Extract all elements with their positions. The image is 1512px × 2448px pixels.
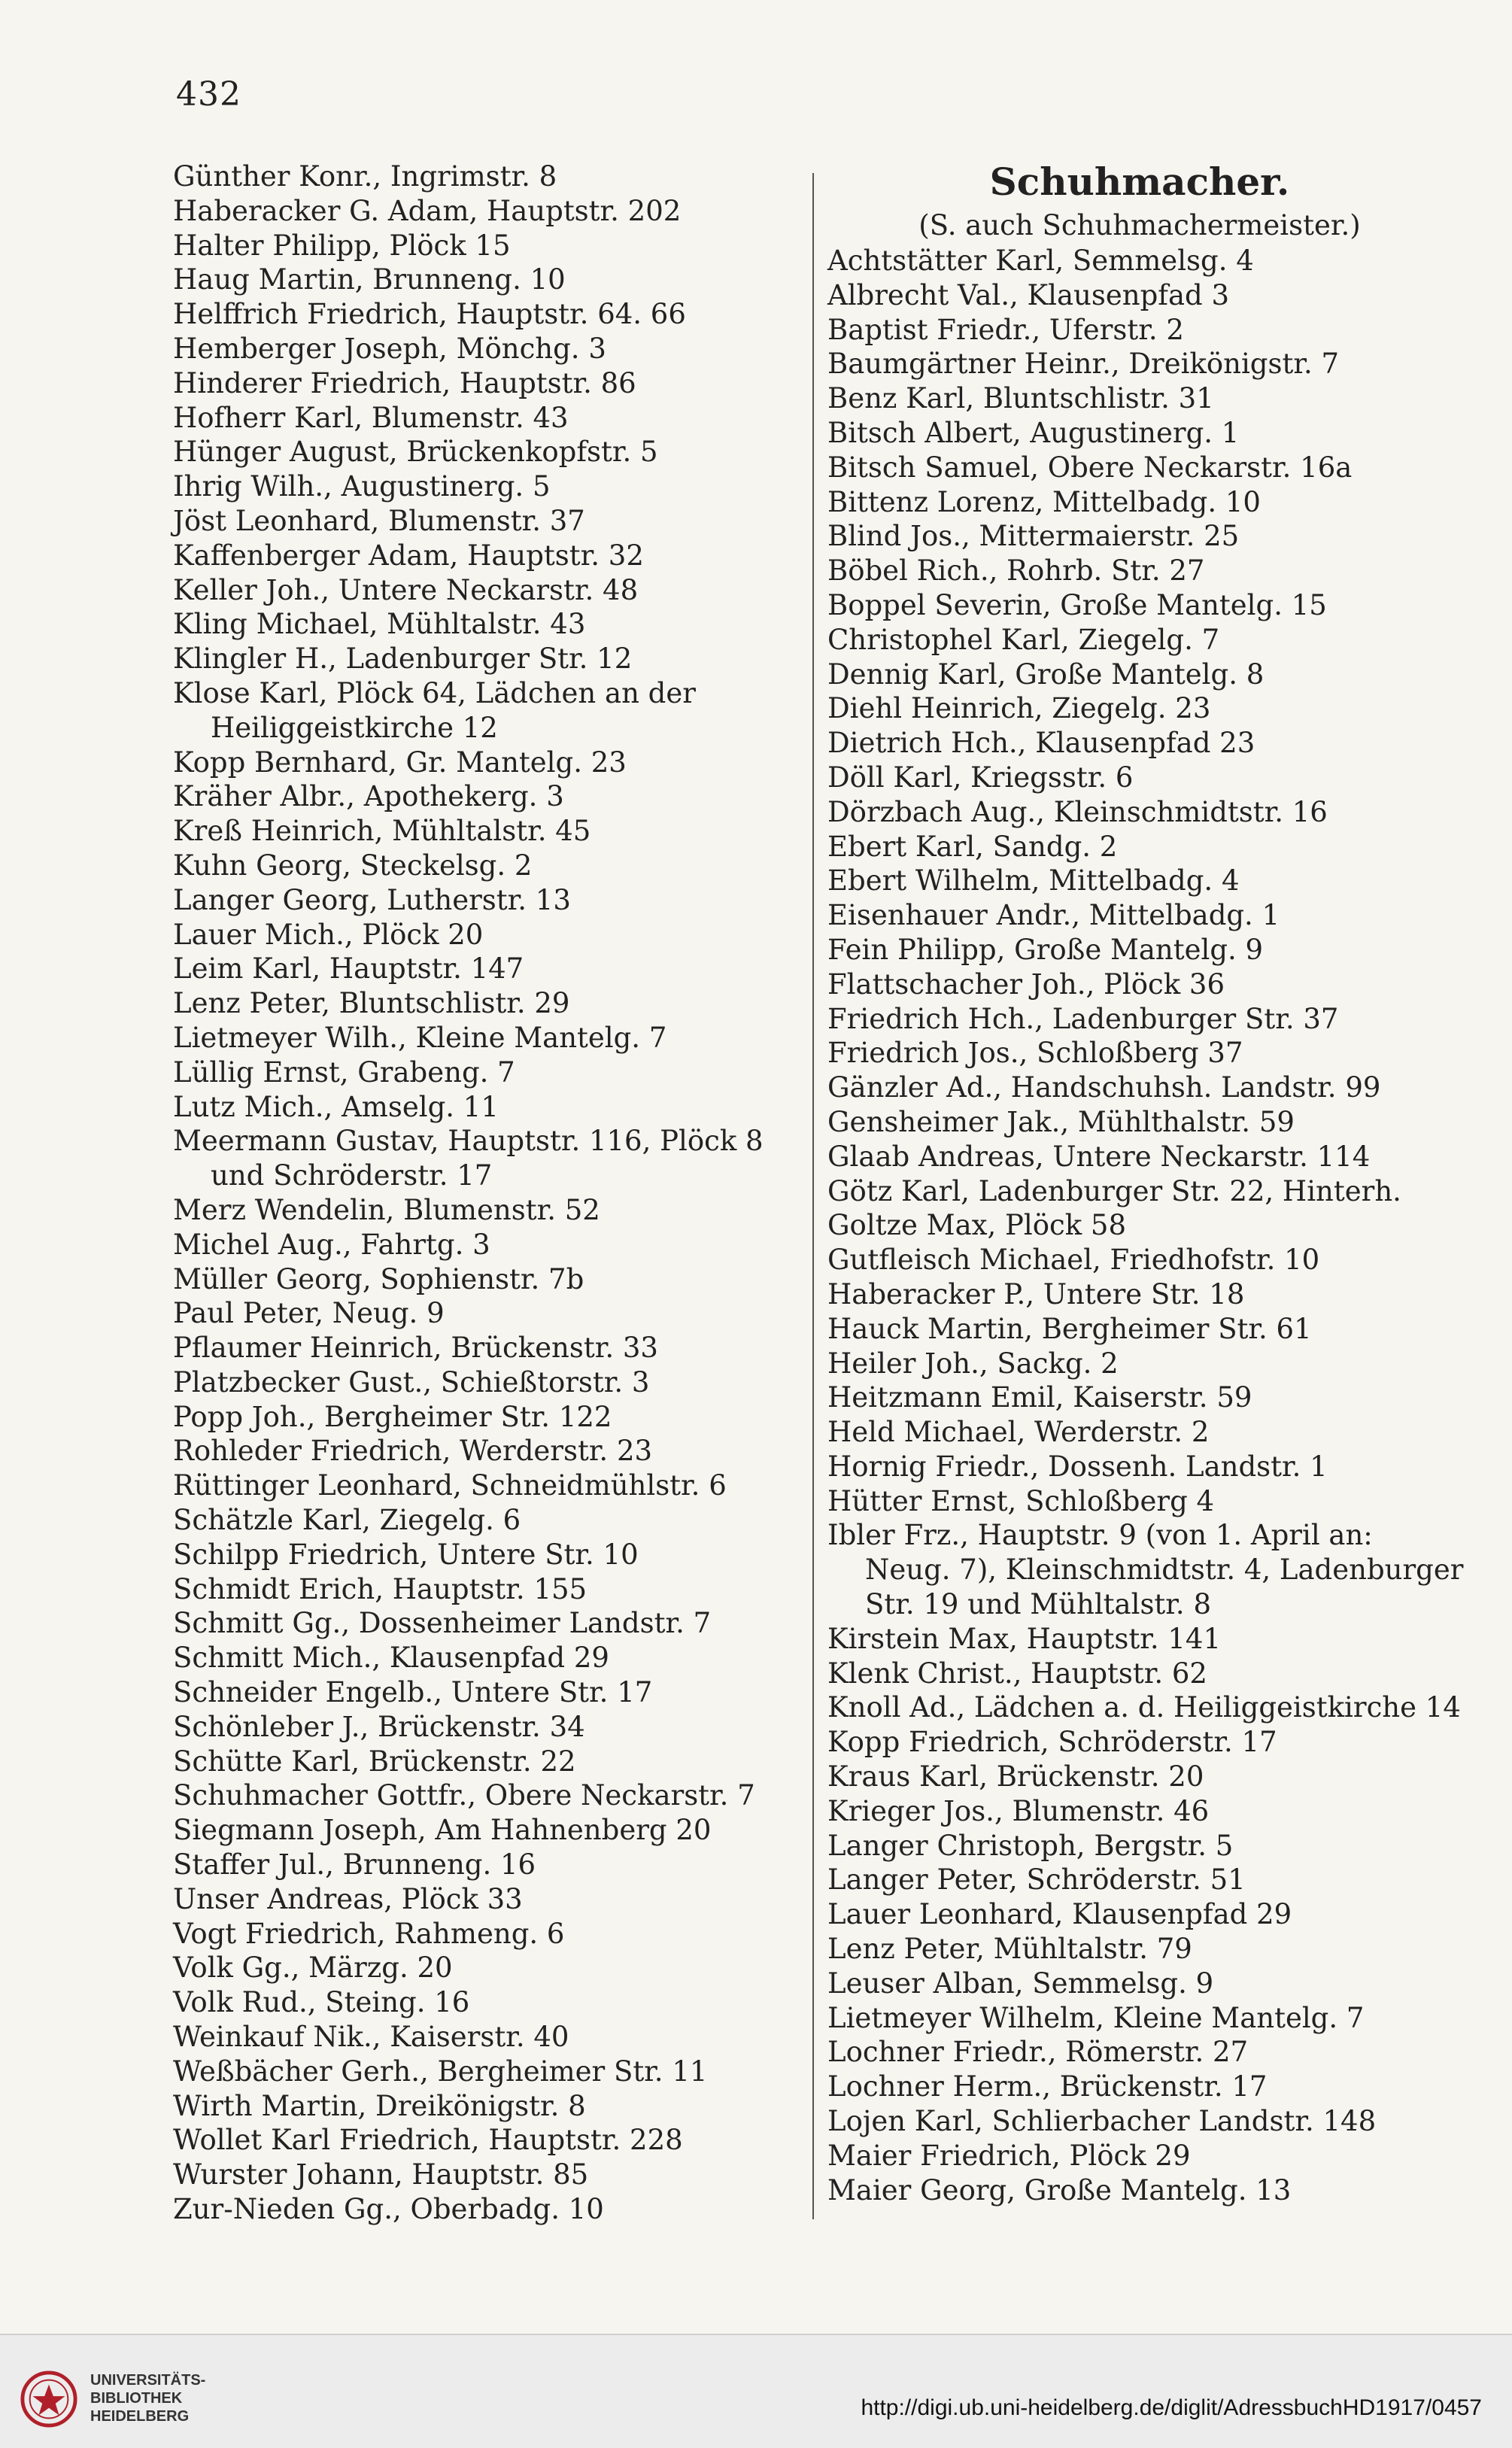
directory-entry: Hinderer Friedrich, Hauptstr. 86 — [173, 366, 636, 399]
directory-entry: Günther Konr., Ingrimstr. 8 — [173, 160, 557, 193]
directory-entry: Kraus Karl, Brückenstr. 20 — [827, 1760, 1204, 1793]
directory-entry: Albrecht Val., Klausenpfad 3 — [827, 278, 1230, 311]
right-column — [827, 159, 1464, 2207]
directory-entry: Dietrich Hch., Klausenpfad 23 — [827, 727, 1255, 760]
directory-entry: Leim Karl, Hauptstr. 147 — [173, 952, 524, 986]
directory-entry: Müller Georg, Sophienstr. 7b — [173, 1262, 584, 1295]
directory-entry: Jöst Leonhard, Blumenstr. 37 — [173, 504, 585, 537]
directory-entry: Lochner Herm., Brückenstr. 17 — [827, 2070, 1268, 2103]
directory-entry: Rüttinger Leonhard, Schneidmühlstr. 6 — [173, 1469, 727, 1502]
directory-entry: Schneider Engelb., Untere Str. 17 — [173, 1676, 653, 1709]
directory-entry: Volk Rud., Steing. 16 — [173, 1986, 470, 2019]
directory-entry: Friedrich Jos., Schloßberg 37 — [827, 1037, 1243, 1070]
directory-entry: Lojen Karl, Schlierbacher Landstr. 148 — [827, 2105, 1377, 2138]
directory-entry: Heitzmann Emil, Kaiserstr. 59 — [827, 1381, 1252, 1414]
directory-entry: Kopp Friedrich, Schröderstr. 17 — [827, 1726, 1277, 1759]
directory-entry: Bitsch Samuel, Obere Neckarstr. 16a — [827, 451, 1353, 484]
directory-entry: Lietmeyer Wilhelm, Kleine Mantelg. 7 — [827, 2001, 1365, 2034]
directory-entry: Haberacker P., Untere Str. 18 — [827, 1277, 1245, 1311]
directory-entry: Hauck Martin, Bergheimer Str. 61 — [827, 1312, 1312, 1345]
directory-entry: Diehl Heinrich, Ziegelg. 23 — [827, 692, 1211, 725]
directory-entry: Flattschacher Joh., Plöck 36 — [827, 967, 1225, 1001]
directory-entry: Maier Friedrich, Plöck 29 — [827, 2139, 1191, 2172]
directory-entry: Schmidt Erich, Hauptstr. 155 — [173, 1572, 587, 1605]
directory-entry: Halter Philipp, Plöck 15 — [173, 229, 511, 262]
directory-entry: Platzbecker Gust., Schießtorstr. 3 — [173, 1365, 650, 1399]
directory-entry-continuation: und Schröderstr. 17 — [211, 1159, 493, 1192]
directory-entry: Wurster Johann, Hauptstr. 85 — [173, 2158, 589, 2191]
directory-entry: Meermann Gustav, Hauptstr. 116, Plöck 8 — [173, 1125, 764, 1158]
directory-entry: Schmitt Mich., Klausenpfad 29 — [173, 1642, 609, 1675]
column-divider — [812, 173, 814, 2219]
directory-entry: Dörzbach Aug., Kleinschmidtstr. 16 — [827, 795, 1328, 828]
directory-entry: Döll Karl, Kriegsstr. 6 — [827, 761, 1134, 794]
directory-entry: Blind Jos., Mittermaierstr. 25 — [827, 520, 1240, 553]
directory-entry: Paul Peter, Neug. 9 — [173, 1297, 445, 1330]
directory-entry: Schmitt Gg., Dossenheimer Landstr. 7 — [173, 1607, 712, 1640]
directory-entry: Knoll Ad., Lädchen a. d. Heiliggeistkirche 14 — [827, 1691, 1461, 1724]
library-name-line: HEIDELBERG — [90, 2408, 190, 2425]
directory-entry: Klenk Christ., Hauptstr. 62 — [827, 1657, 1207, 1690]
directory-entry: Klingler H., Ladenburger Str. 12 — [173, 642, 633, 676]
directory-entry: Schönleber J., Brückenstr. 34 — [173, 1710, 585, 1743]
directory-entry: Rohleder Friedrich, Werderstr. 23 — [173, 1435, 653, 1468]
directory-entry: Eisenhauer Andr., Mittelbadg. 1 — [827, 899, 1280, 932]
directory-entry: Baumgärtner Heinr., Dreikönigstr. 7 — [827, 348, 1340, 381]
directory-entry: Hütter Ernst, Schloßberg 4 — [827, 1484, 1215, 1517]
directory-entry: Baptist Friedr., Uferstr. 2 — [827, 313, 1184, 346]
directory-entry: Weßbächer Gerh., Bergheimer Str. 11 — [173, 2055, 708, 2088]
directory-entry: Dennig Karl, Große Mantelg. 8 — [827, 658, 1265, 691]
directory-entry: Haberacker G. Adam, Hauptstr. 202 — [173, 194, 682, 227]
directory-entry: Ebert Karl, Sandg. 2 — [827, 830, 1118, 863]
directory-entry: Lenz Peter, Mühltalstr. 79 — [827, 1933, 1192, 1966]
directory-entry: Siegmann Joseph, Am Hahnenberg 20 — [173, 1814, 712, 1847]
directory-entry: Ibler Frz., Hauptstr. 9 (von 1. April an: — [827, 1519, 1373, 1552]
directory-entry: Maier Georg, Große Mantelg. 13 — [827, 2173, 1292, 2207]
directory-entry: Langer Peter, Schröderstr. 51 — [827, 1863, 1246, 1897]
directory-entry: Staffer Jul., Brunneng. 16 — [173, 1848, 536, 1882]
directory-entry: Schätzle Karl, Ziegelg. 6 — [173, 1504, 521, 1537]
library-name-line: UNIVERSITÄTS- — [90, 2372, 206, 2389]
directory-entry: Boppel Severin, Große Mantelg. 15 — [827, 588, 1327, 621]
directory-entry: Klose Karl, Plöck 64, Lädchen an der — [173, 676, 696, 709]
directory-entry: Kopp Bernhard, Gr. Mantelg. 23 — [173, 746, 627, 779]
directory-entry: Lutz Mich., Amselg. 11 — [173, 1090, 499, 1123]
directory-entry: Schilpp Friedrich, Untere Str. 10 — [173, 1538, 639, 1571]
directory-entry: Michel Aug., Fahrtg. 3 — [173, 1228, 490, 1261]
section-title: Schuhmacher. — [989, 159, 1290, 204]
directory-entry: Lietmeyer Wilh., Kleine Mantelg. 7 — [173, 1021, 667, 1054]
directory-entry: Hornig Friedr., Dossenh. Landstr. 1 — [827, 1450, 1328, 1483]
directory-entry: Böbel Rich., Rohrb. Str. 27 — [827, 554, 1205, 588]
directory-entry: Krieger Jos., Blumenstr. 46 — [827, 1794, 1210, 1827]
directory-entry: Popp Joh., Bergheimer Str. 122 — [173, 1400, 612, 1433]
directory-entry: Lüllig Ernst, Grabeng. 7 — [173, 1055, 515, 1089]
directory-entry-continuation: Str. 19 und Mühltalstr. 8 — [865, 1588, 1211, 1621]
directory-entry: Wollet Karl Friedrich, Hauptstr. 228 — [173, 2124, 683, 2157]
directory-entry: Fein Philipp, Große Mantelg. 9 — [827, 933, 1264, 966]
directory-entry: Leuser Alban, Semmelsg. 9 — [827, 1967, 1214, 2000]
directory-entry: Zur-Nieden Gg., Oberbadg. 10 — [173, 2193, 604, 2226]
directory-entry: Pflaumer Heinrich, Brückenstr. 33 — [173, 1332, 658, 1365]
directory-entry: Merz Wendelin, Blumenstr. 52 — [173, 1193, 600, 1226]
directory-entry: Kling Michael, Mühltalstr. 43 — [173, 608, 586, 641]
section-subtitle: (S. auch Schuhmachermeister.) — [918, 209, 1361, 241]
directory-entry: Kaffenberger Adam, Hauptstr. 32 — [173, 539, 644, 572]
directory-entry: Benz Karl, Bluntschlistr. 31 — [827, 382, 1214, 415]
footer-bar — [0, 2334, 1512, 2448]
directory-entry: Unser Andreas, Plöck 33 — [173, 1882, 523, 1915]
directory-entry: Achtstätter Karl, Semmelsg. 4 — [827, 244, 1254, 277]
directory-entry: Helffrich Friedrich, Hauptstr. 64. 66 — [173, 298, 686, 331]
source-url-link[interactable]: http://digi.ub.uni-heidelberg.de/diglit/AdressbuchHD1917/0457 — [861, 2395, 1482, 2420]
directory-entry: Kräher Albr., Apothekerg. 3 — [173, 780, 564, 813]
directory-entry: Held Michael, Werderstr. 2 — [827, 1416, 1210, 1449]
directory-entry: Hünger August, Brückenkopfstr. 5 — [173, 436, 658, 469]
directory-entry: Lochner Friedr., Römerstr. 27 — [827, 2036, 1249, 2069]
directory-entry: Hemberger Joseph, Mönchg. 3 — [173, 332, 606, 365]
directory-entry: Hofherr Karl, Blumenstr. 43 — [173, 401, 569, 434]
directory-entry: Lauer Mich., Plöck 20 — [173, 918, 484, 951]
directory-entry: Langer Christoph, Bergstr. 5 — [827, 1829, 1234, 1862]
directory-entry: Gänzler Ad., Handschuhsh. Landstr. 99 — [827, 1071, 1381, 1104]
directory-entry: Schuhmacher Gottfr., Obere Neckarstr. 7 — [173, 1779, 755, 1812]
university-seal-icon — [20, 2370, 78, 2428]
directory-entry-continuation: Neug. 7), Kleinschmidtstr. 4, Ladenburger — [865, 1554, 1464, 1587]
directory-entry: Langer Georg, Lutherstr. 13 — [173, 883, 571, 916]
directory-entry: Lauer Leonhard, Klausenpfad 29 — [827, 1898, 1292, 1931]
directory-entry: Gensheimer Jak., Mühlthalstr. 59 — [827, 1105, 1295, 1138]
directory-entry: Schütte Karl, Brückenstr. 22 — [173, 1745, 576, 1778]
directory-entry: Heiler Joh., Sackg. 2 — [827, 1347, 1119, 1380]
directory-entry: Glaab Andreas, Untere Neckarstr. 114 — [827, 1140, 1371, 1173]
directory-entry: Götz Karl, Ladenburger Str. 22, Hinterh. — [827, 1174, 1401, 1207]
directory-entry: Lenz Peter, Bluntschlistr. 29 — [173, 987, 570, 1020]
directory-entry: Ebert Wilhelm, Mittelbadg. 4 — [827, 864, 1240, 897]
directory-entry: Bitsch Albert, Augustinerg. 1 — [827, 416, 1240, 449]
directory-entry: Volk Gg., Märzg. 20 — [173, 1951, 453, 1985]
directory-entry: Weinkauf Nik., Kaiserstr. 40 — [173, 2021, 569, 2054]
directory-entry: Friedrich Hch., Ladenburger Str. 37 — [827, 1002, 1339, 1035]
directory-entry: Kreß Heinrich, Mühltalstr. 45 — [173, 815, 591, 848]
directory-entry: Gutfleisch Michael, Friedhofstr. 10 — [827, 1244, 1320, 1277]
directory-entry: Ihrig Wilh., Augustinerg. 5 — [173, 470, 551, 503]
library-name — [90, 2371, 205, 2425]
directory-entry: Vogt Friedrich, Rahmeng. 6 — [173, 1917, 565, 1950]
directory-entry: Wirth Martin, Dreikönigstr. 8 — [173, 2089, 586, 2122]
directory-entry: Goltze Max, Plöck 58 — [827, 1209, 1127, 1242]
directory-entry: Christophel Karl, Ziegelg. 7 — [827, 623, 1220, 656]
right-entry-list — [827, 244, 1464, 2207]
directory-entry-continuation: Heiliggeistkirche 12 — [211, 711, 498, 744]
library-name-line: BIBLIOTHEK — [90, 2390, 183, 2407]
page-number: 432 — [176, 75, 241, 114]
directory-entry: Bittenz Lorenz, Mittelbadg. 10 — [827, 485, 1261, 518]
directory-entry: Keller Joh., Untere Neckarstr. 48 — [173, 573, 639, 606]
directory-entry: Kirstein Max, Hauptstr. 141 — [827, 1622, 1222, 1655]
directory-entry: Kuhn Georg, Steckelsg. 2 — [173, 849, 533, 882]
directory-entry: Haug Martin, Brunneng. 10 — [173, 263, 566, 296]
left-column — [173, 159, 775, 2227]
